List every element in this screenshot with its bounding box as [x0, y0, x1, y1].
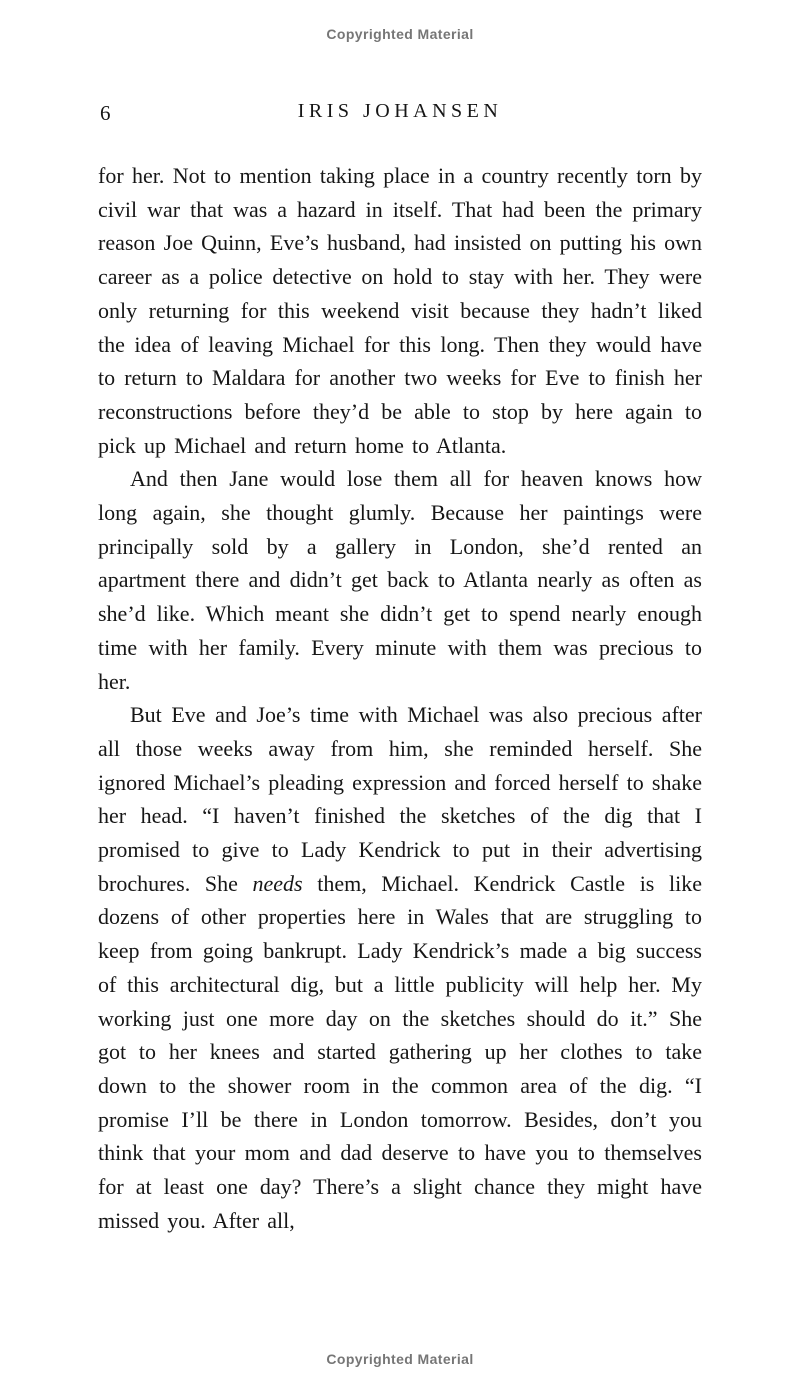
- page-header: [98, 100, 702, 126]
- running-header-title: IRIS JOHANSEN: [297, 100, 503, 122]
- paragraph-3: [98, 698, 702, 1237]
- copyright-notice-top: Copyrighted Material: [326, 26, 474, 42]
- paragraph-2-text: And then Jane would lose them all for heaven knows how long again, she thought glumly. Because her paintings were principally sold by a gallery in London, she’d rented an apartment there and didn’t get back to Atlanta nearly as often as she’d like. Which meant she didn’t get to spend nearly enough time with her family. Every minute with them was precious to her.: [98, 466, 702, 694]
- paragraph-1: [98, 159, 702, 462]
- paragraph-3-text-part-1: But Eve and Joe’s time with Michael was also precious after all those weeks away from him, she reminded herself. She ignored Michael’s pleading expression and forced herself to shake her head. “I haven’t finished the sketches of the dig that I promised to give to Lady Kendrick to put in their advertising brochures. She: [98, 702, 702, 896]
- paragraph-3-text-part-2: them, Michael. Kendrick Castle is like dozens of other properties here in Wales that are struggling to keep from going bankrupt. Lady Kendrick’s made a big success of this architectural dig, but a little publicity will help her. My working just one more day on the sketches should do it.” She got to her knees and started gathering up her clothes to take down to the shower room in the common area of the dig. “I promise I’ll be there in London tomorrow. Besides, don’t you think that your mom and dad deserve to have you to themselves for at least one day? There’s a slight chance they might have missed you. After all,: [98, 870, 702, 1233]
- copyright-notice-bottom: Copyrighted Material: [326, 1351, 474, 1367]
- paragraph-3-italic-word: needs: [252, 870, 303, 896]
- page-body: [98, 159, 702, 1238]
- page-number: 6: [100, 101, 111, 125]
- paragraph-1-text: for her. Not to mention taking place in a country recently torn by civil war that was a hazard in itself. That had been the primary reason Joe Quinn, Eve’s husband, had insisted on putting his own career as a police detective on hold to stay with her. They were only returning for this weekend visit because they hadn’t liked the idea of leaving Michael for this long. Then they would have to return to Maldara for another two weeks for Eve to finish her reconstructions before they’d be able to stop by here again to pick up Michael and return home to Atlanta.: [98, 163, 702, 458]
- paragraph-2: [98, 462, 702, 698]
